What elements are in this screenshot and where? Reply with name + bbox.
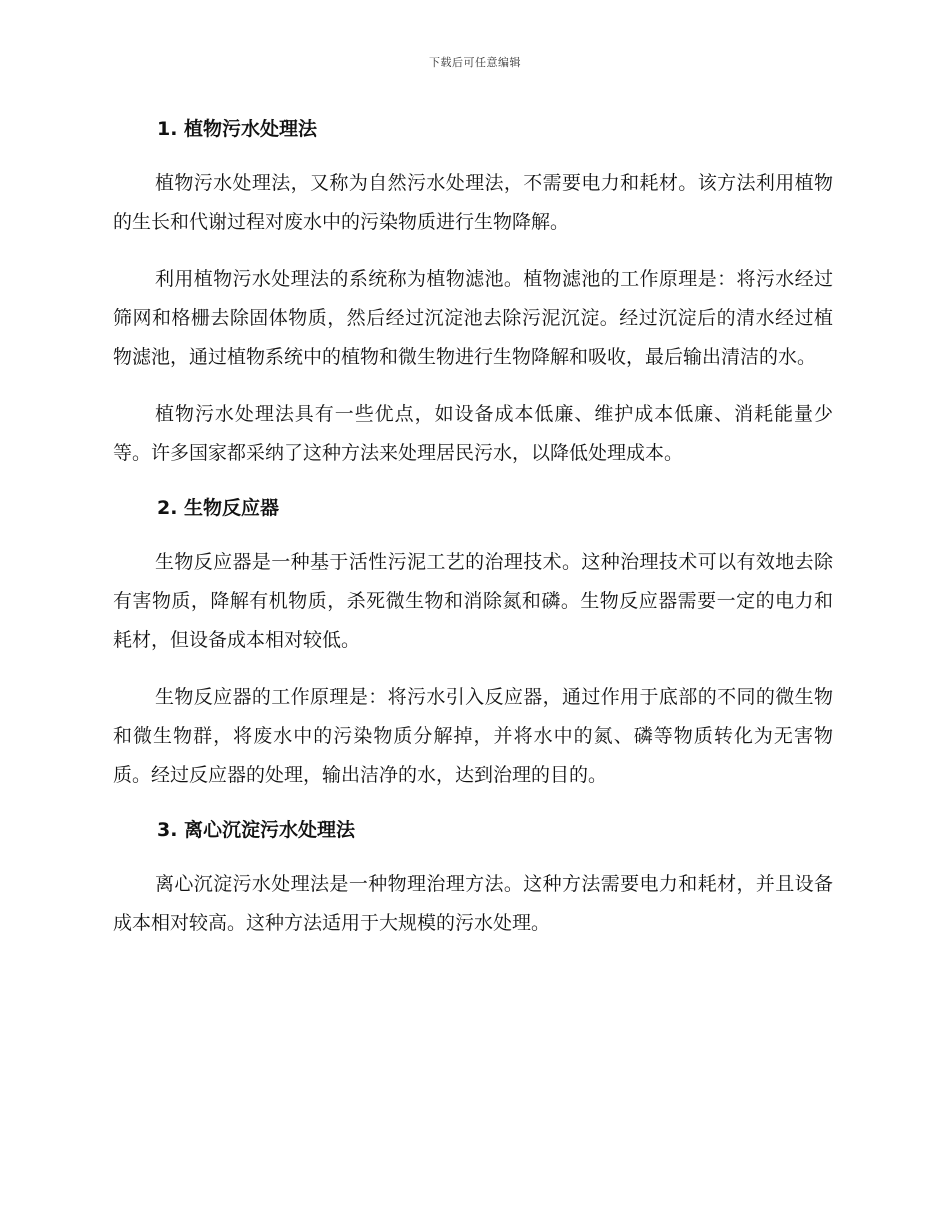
section-1-paragraph-1: 植物污水处理法，又称为自然污水处理法，不需要电力和耗材。该方法利用植物的生长和代谢过程对废水中的污染物质进行生物降解。	[113, 172, 833, 233]
section-1-paragraph-3: 植物污水处理法具有一些优点，如设备成本低廉、维护成本低廉、消耗能量少等。许多国家都采纳了这种方法来处理居民污水，以降低处理成本。	[113, 403, 833, 464]
section-2-paragraph-1: 生物反应器是一种基于活性污泥工艺的治理技术。这种治理技术可以有效地去除有害物质，降解有机物质，杀死微生物和消除氮和磷。生物反应器需要一定的电力和耗材，但设备成本相对较低。	[113, 551, 833, 651]
section-heading-1: 1. 植物污水处理法	[157, 118, 318, 140]
section-heading-3: 3. 离心沉淀污水处理法	[157, 819, 356, 841]
document-body	[113, 112, 833, 943]
section-1-paragraph-2: 利用植物污水处理法的系统称为植物滤池。植物滤池的工作原理是：将污水经过筛网和格栅去除固体物质，然后经过沉淀池去除污泥沉淀。经过沉淀后的清水经过植物滤池，通过植物系统中的植物和微生物进行生物降解和吸收，最后输出清洁的水。	[113, 268, 833, 368]
section-3-paragraph-1: 离心沉淀污水处理法是一种物理治理方法。这种方法需要电力和耗材，并且设备成本相对较高。这种方法适用于大规模的污水处理。	[113, 873, 833, 934]
page-header: 下载后可任意编辑	[429, 56, 521, 69]
section-heading-2: 2. 生物反应器	[157, 497, 280, 519]
section-2-paragraph-2: 生物反应器的工作原理是：将污水引入反应器，通过作用于底部的不同的微生物和微生物群，将废水中的污染物质分解掉，并将水中的氮、磷等物质转化为无害物质。经过反应器的处理，输出洁净的水，达到治理的目的。	[113, 686, 833, 786]
